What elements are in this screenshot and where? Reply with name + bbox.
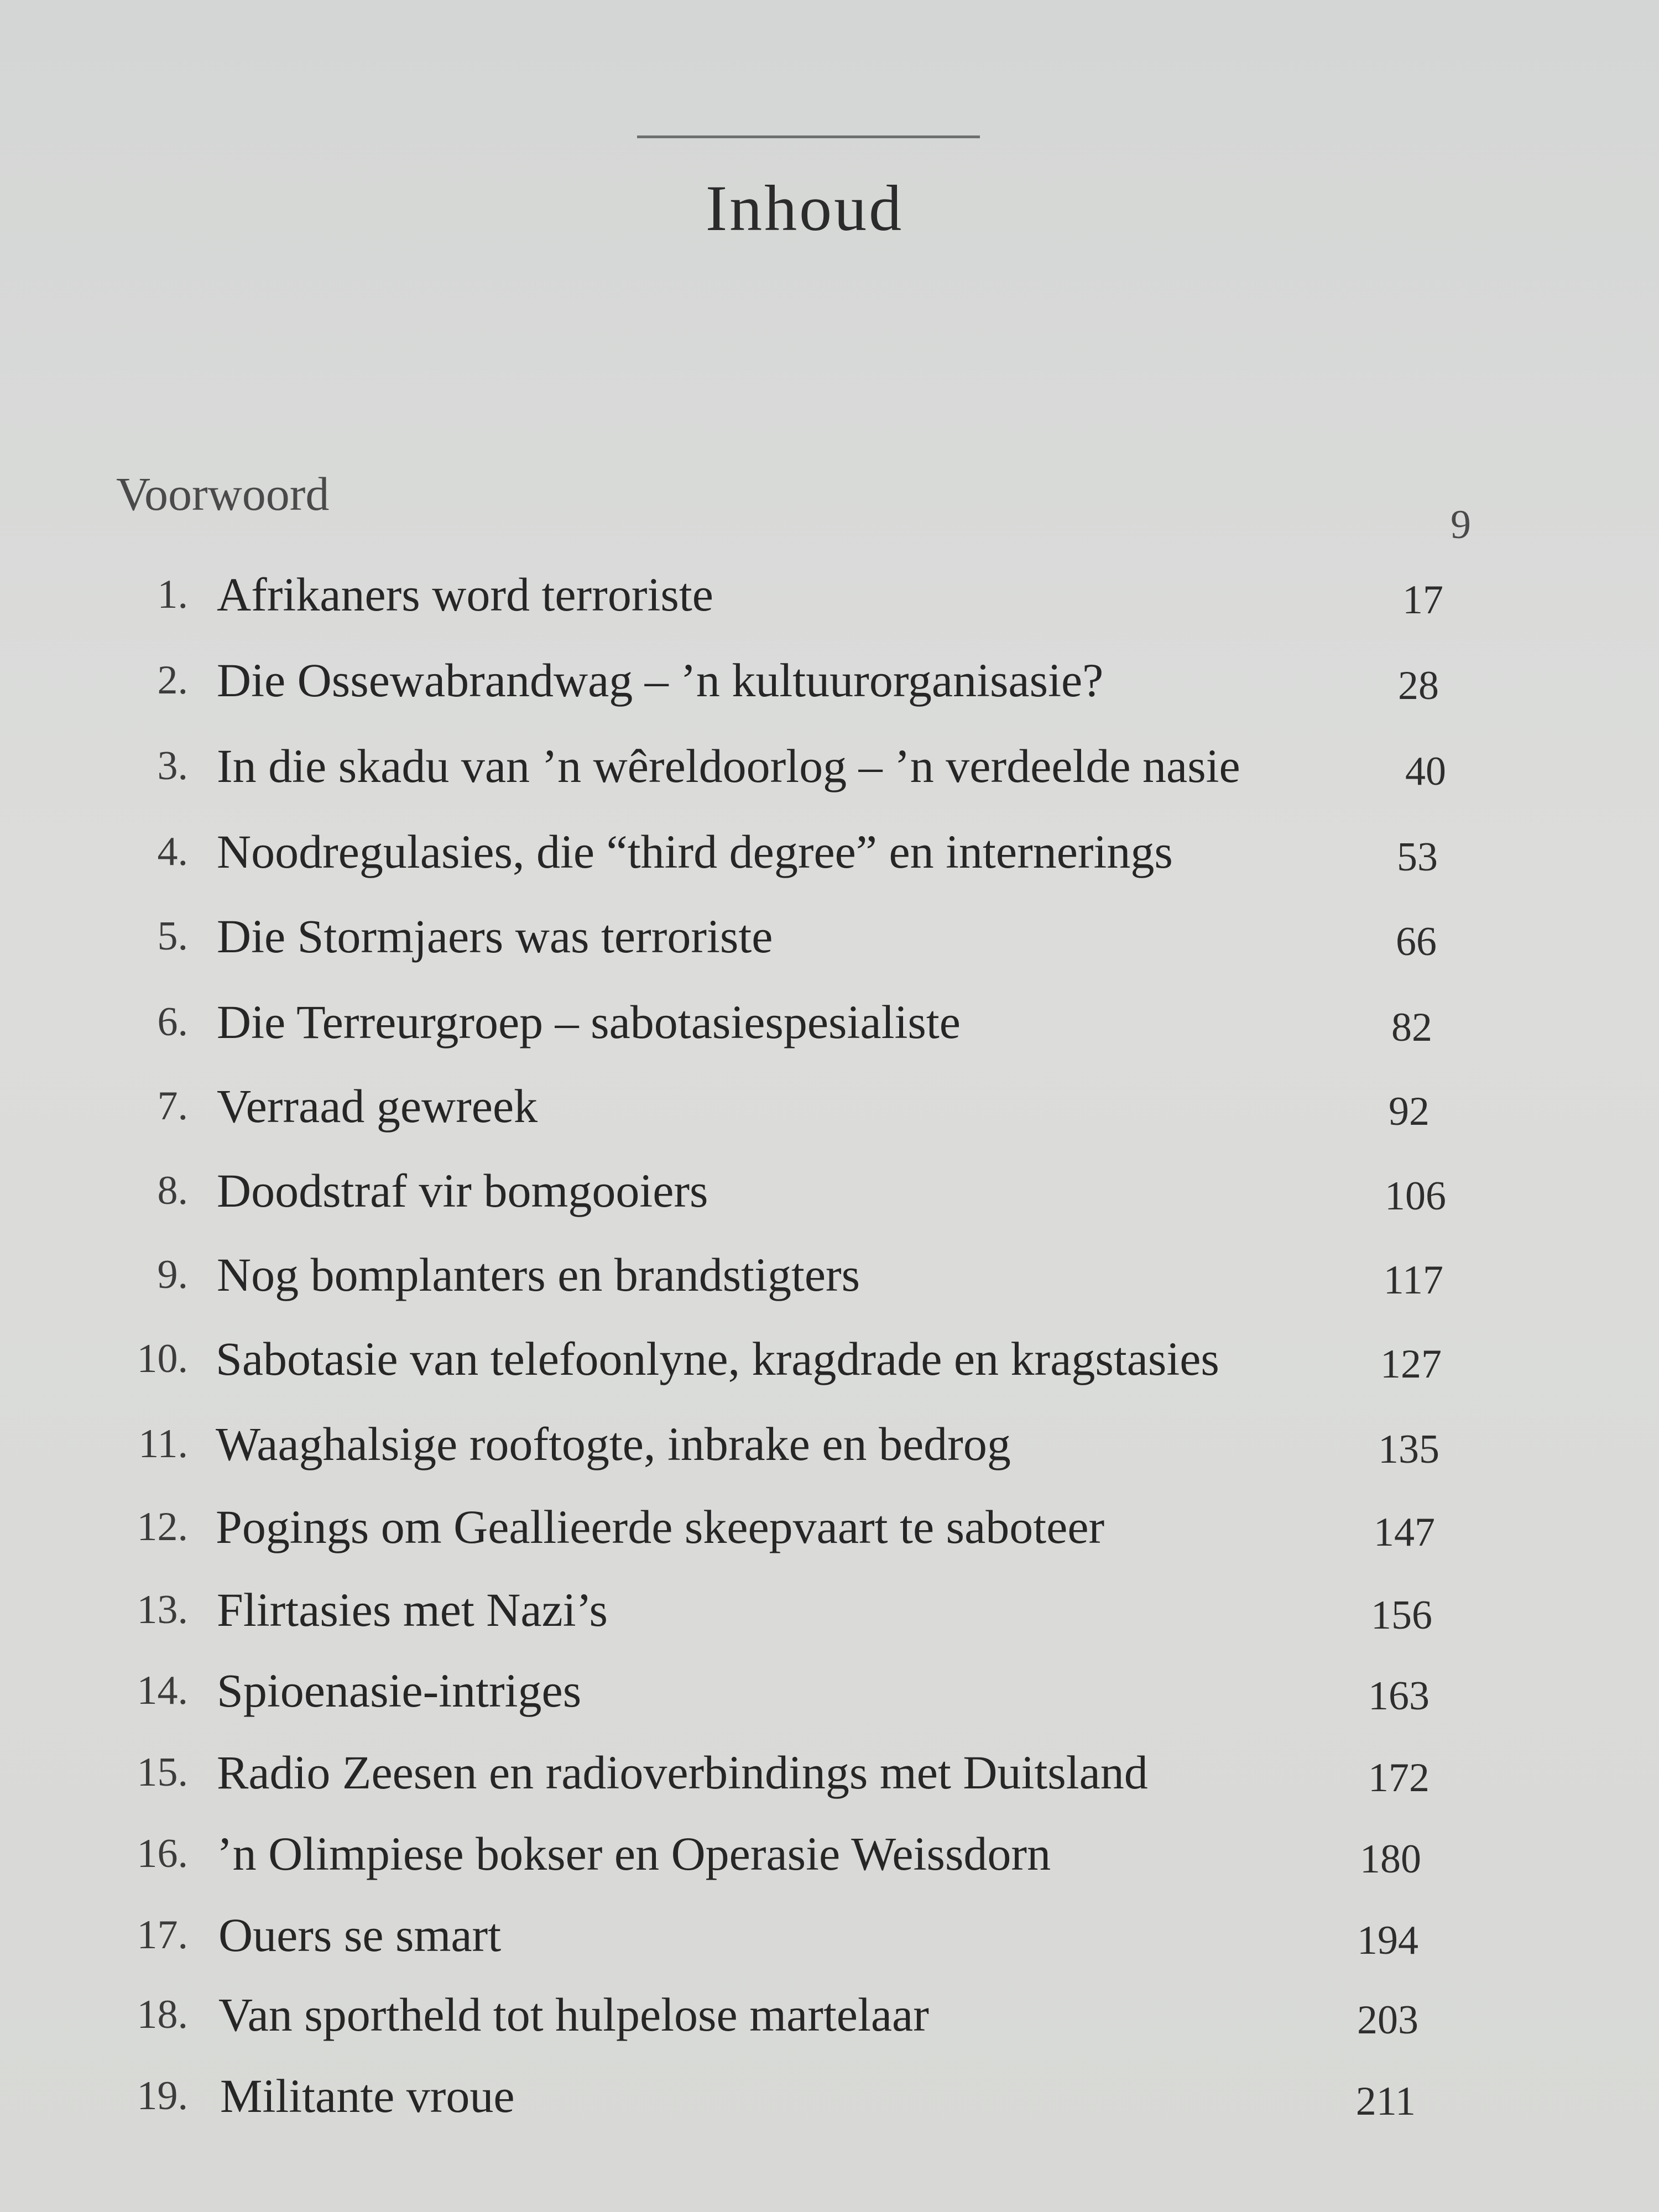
chapter-page-number: 53 xyxy=(1397,834,1438,880)
chapter-number: 13. xyxy=(137,1587,188,1632)
chapter-title: Sabotasie van telefoonlyne, kragdrade en kragstasies xyxy=(216,1332,1219,1385)
chapter-number: 7. xyxy=(157,1083,188,1129)
toc-entry xyxy=(0,1164,1659,1231)
foreword-page-number: 9 xyxy=(1451,502,1471,547)
toc-entry xyxy=(0,995,1659,1062)
chapter-page-number: 180 xyxy=(1360,1837,1421,1882)
toc-entry xyxy=(0,2069,1659,2136)
chapter-page-number: 117 xyxy=(1383,1258,1443,1303)
toc-entry xyxy=(0,1908,1659,1975)
chapter-number: 16. xyxy=(137,1831,188,1876)
chapter-page-number: 194 xyxy=(1357,1918,1418,1963)
chapter-page-number: 203 xyxy=(1357,1997,1418,2043)
toc-entry xyxy=(0,1827,1659,1894)
chapter-number: 5. xyxy=(157,914,188,959)
chapter-title: Nog bomplanters en brandstigters xyxy=(217,1248,860,1301)
chapter-page-number: 92 xyxy=(1389,1089,1430,1134)
chapter-title: In die skadu van ’n wêreldoorlog – ’n verdeelde nasie xyxy=(217,739,1240,792)
chapter-page-number: 163 xyxy=(1368,1673,1430,1719)
chapter-page-number: 17 xyxy=(1402,577,1443,623)
chapter-number: 18. xyxy=(137,1992,188,2037)
chapter-number: 8. xyxy=(157,1168,188,1213)
chapter-title: Die Ossewabrandwag – ’n kultuurorganisasie? xyxy=(217,654,1104,707)
chapter-number: 10. xyxy=(137,1336,188,1381)
chapter-number: 11. xyxy=(138,1421,188,1467)
toc-entry xyxy=(0,1417,1659,1484)
chapter-page-number: 211 xyxy=(1355,2079,1416,2124)
chapter-title: Die Stormjaers was terroriste xyxy=(217,910,773,963)
toc-entry xyxy=(0,910,1659,977)
toc-entry xyxy=(0,654,1659,721)
toc-entry xyxy=(0,1664,1659,1731)
chapter-number: 2. xyxy=(157,658,188,703)
chapter-number: 4. xyxy=(157,829,188,874)
toc-entry xyxy=(0,568,1659,635)
toc-entry xyxy=(0,1079,1659,1146)
chapter-title: Verraad gewreek xyxy=(217,1079,538,1133)
chapter-page-number: 66 xyxy=(1396,919,1437,964)
chapter-number: 17. xyxy=(137,1912,188,1958)
chapter-title: Noodregulasies, die “third degree” en internerings xyxy=(217,825,1173,878)
toc-entry xyxy=(0,825,1659,892)
chapter-number: 12. xyxy=(137,1504,188,1550)
chapter-number: 14. xyxy=(137,1668,188,1713)
chapter-number: 3. xyxy=(157,743,188,789)
toc-entry xyxy=(0,1248,1659,1315)
chapter-title: Ouers se smart xyxy=(218,1908,502,1961)
chapter-page-number: 106 xyxy=(1385,1173,1446,1219)
chapter-title: Pogings om Geallieerde skeepvaart te saboteer xyxy=(216,1500,1105,1553)
chapter-title: Spioenasie-intriges xyxy=(217,1664,582,1717)
chapter-title: Die Terreurgroep – sabotasiespesialiste xyxy=(217,995,961,1048)
chapter-number: 6. xyxy=(157,999,188,1045)
chapter-number: 19. xyxy=(137,2073,188,2119)
chapter-title: Van sportheld tot hulpelose martelaar xyxy=(218,1988,929,2041)
chapter-page-number: 28 xyxy=(1398,663,1439,708)
chapter-title: Afrikaners word terroriste xyxy=(217,568,713,621)
chapter-title: Flirtasies met Nazi’s xyxy=(217,1583,608,1636)
chapter-page-number: 147 xyxy=(1374,1510,1435,1555)
chapter-title: ’n Olimpiese bokser en Operasie Weissdorn xyxy=(217,1827,1051,1880)
page-title: Inhoud xyxy=(705,172,904,244)
chapter-title: Waaghalsige rooftogte, inbrake en bedrog xyxy=(216,1417,1011,1470)
toc-entry xyxy=(0,1332,1659,1399)
toc-entry xyxy=(0,1746,1659,1813)
chapter-number: 15. xyxy=(137,1750,188,1795)
chapter-page-number: 172 xyxy=(1368,1755,1430,1801)
toc-entry xyxy=(0,1500,1659,1567)
toc-entry xyxy=(0,739,1659,806)
chapter-page-number: 40 xyxy=(1405,749,1446,794)
chapter-page-number: 135 xyxy=(1378,1427,1439,1472)
chapter-page-number: 127 xyxy=(1380,1342,1442,1387)
title-rule xyxy=(637,135,980,138)
chapter-title: Doodstraf vir bomgooiers xyxy=(217,1164,708,1217)
toc-entry xyxy=(0,1988,1659,2055)
chapter-title: Radio Zeesen en radioverbindings met Duitsland xyxy=(217,1746,1148,1799)
chapter-page-number: 82 xyxy=(1391,1005,1432,1050)
chapter-number: 1. xyxy=(157,572,188,617)
chapter-number: 9. xyxy=(157,1252,188,1297)
chapter-title: Militante vroue xyxy=(220,2069,515,2122)
chapter-page-number: 156 xyxy=(1371,1593,1432,1638)
toc-entry xyxy=(0,1583,1659,1650)
foreword-label: Voorwoord xyxy=(116,467,330,520)
